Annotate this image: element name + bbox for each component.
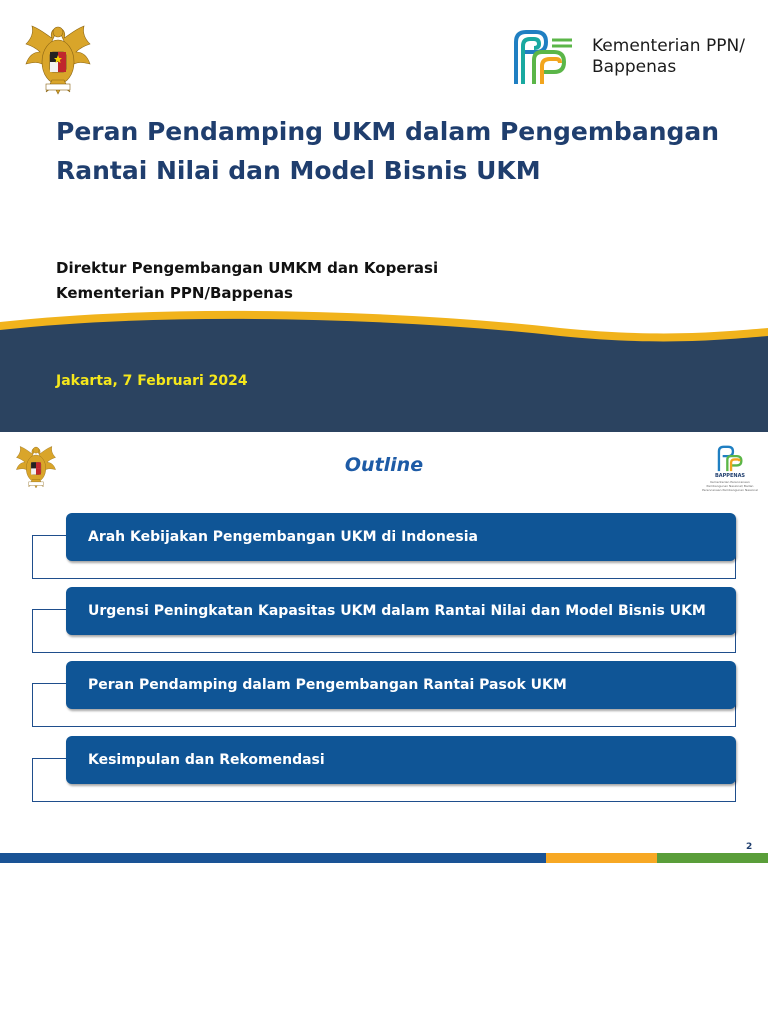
outline-item-label <box>88 513 714 561</box>
outline-item-3 <box>32 661 736 727</box>
outline-heading: Outline <box>344 454 424 476</box>
presenter-line-1: Direktur Pengembangan UMKM dan Koperasi <box>56 259 439 277</box>
outline-item-text: Peran Pendamping dalam Pengembangan Rantai Pasok UKM <box>88 676 567 693</box>
garuda-emblem-icon <box>22 20 94 96</box>
brand-name <box>592 36 745 78</box>
outline-item-label <box>88 587 714 635</box>
bappenas-small-logo <box>702 444 758 492</box>
presenter-line-2: Kementerian PPN/Bappenas <box>56 284 293 302</box>
outline-item-label <box>88 661 714 709</box>
outline-item-1 <box>32 513 736 579</box>
brand-line-2: Bappenas <box>592 57 677 77</box>
slide-title-line-1: Peran Pendamping UKM dalam Pengembangan <box>56 117 720 146</box>
event-date: Jakarta, 7 Februari 2024 <box>56 373 248 389</box>
bappenas-brand <box>512 26 745 88</box>
wave-band <box>0 300 768 432</box>
outline-slide <box>0 432 768 864</box>
presenter-info <box>56 256 438 306</box>
outline-item-text: Kesimpulan dan Rekomendasi <box>88 751 325 768</box>
logo-name: BAPPENAS <box>714 473 746 479</box>
outline-item-text: Arah Kebijakan Pengembangan UKM di Indonesia <box>88 528 478 545</box>
outline-item-2 <box>32 587 736 653</box>
outline-item-label <box>88 736 714 784</box>
slide-title <box>56 112 746 190</box>
page-number: 2 <box>746 842 753 852</box>
title-slide <box>0 0 768 432</box>
bappenas-logo-icon <box>716 444 748 472</box>
outline-item-4 <box>32 736 736 802</box>
slide-title-line-2: Rantai Nilai dan Model Bisnis UKM <box>56 156 541 185</box>
bappenas-logo-icon <box>512 26 576 86</box>
logo-subtext: Kementerian Perencanaan Pembangunan Nasional/ Badan Perencanaan Pembangunan Nasional <box>702 480 758 492</box>
brand-line-1: Kementerian PPN/ <box>592 36 745 56</box>
footer-color-bar <box>0 853 768 863</box>
outline-item-text: Urgensi Peningkatan Kapasitas UKM dalam Rantai Nilai dan Model Bisnis UKM <box>88 602 706 619</box>
